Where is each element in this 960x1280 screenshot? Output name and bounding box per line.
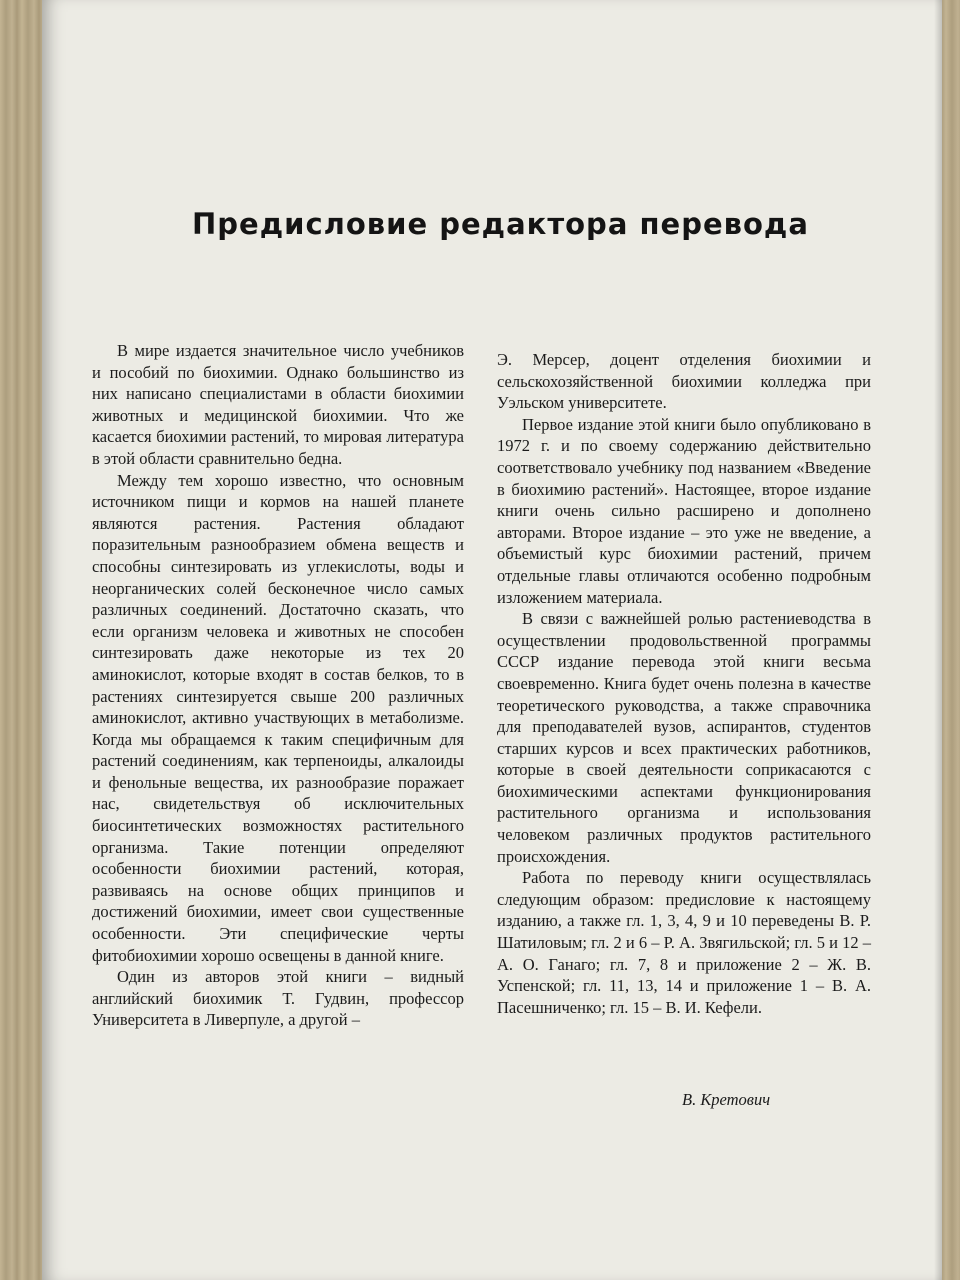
paragraph: В мире издается значительное число учебников и пособий по биохимии. Однако большинство из них написано специалистами в области биохимии животных и медицинской биохимии. Что же касается биохимии растений, то мировая литература в этой области сравнительно бедна. [92,341,464,468]
paragraph: В связи с важнейшей ролью растениеводства в осуществлении продовольственной программы СССР издание перевода этой книги весьма своевременно. Книга будет очень полезна в качестве теоретического руководства, а также справочника для преподавателей вузов, аспирантов, студентов старших курсов и всех практических работников, которые в своей деятельности соприкасаются с биохимическими аспектами функционирования растительного организма и использования человеком различных продуктов растительного происхождения. [497,609,871,866]
editor-signature: В. Кретович [682,1090,771,1109]
paragraph: Один из авторов этой книги – видный английский биохимик Т. Гудвин, профессор Университета в Ливерпуле, а другой – [92,967,464,1030]
page-edge-shadow [934,0,942,1280]
paragraph: Между тем хорошо известно, что основным источником пищи и кормов на нашей планете являются растения. Растения обладают поразительным разнообразием обмена веществ и способны синтезировать из углекислоты, воды и неорганических солей бесконечное число самых различных соединений. Достаточно сказать, что если организм человека и животных не способен синтезировать даже некоторые из тех 20 аминокислот, которые входят в состав белков, то в растениях синтезируется свыше 200 различных аминокислот, активно участвующих в метаболизме. Когда мы обращаемся к таким специфичным для растений соединениям, как терпеноиды, алкалоиды и фенольные вещества, их разнообразие поражает нас, свидетельствуя об исключительных биосинтетических возможностях растительного организма. Такие потенции определяют особенности биохимии растений, которая, развиваясь на основе общих принципов и достижений биохимии, имеет свои существенные особенности. Эти специфические черты фитобиохимии хорошо освещены в данной книге. [92,470,464,965]
paragraph: Первое издание этой книги было опубликовано в 1972 г. и по своему содержанию действительно соответствовало учебнику под названием «Введение в биохимию растений». Настоящее, второе издание книги очень сильно расширено и дополнено авторами. Второе издание – это уже не введение, а объемистый курс биохимии растений, причем отдельные главы отличаются особенно подробным изложением материала. [497,414,871,607]
page-title: Предисловие редактора перевода [192,207,809,241]
paragraph: Э. Мерсер, доцент отделения биохимии и сельскохозяйственной биохимии колледжа при Уэльском университете. [497,350,871,413]
paragraph: Работа по переводу книги осуществлялась следующим образом: предисловие к настоящему изданию, а также гл. 1, 3, 4, 9 и 10 переведены В. Р. Шатиловым; гл. 2 и 6 – Р. А. Звягильской; гл. 5 и 12 – А. О. Ганаго; гл. 7, 8 и приложение 2 – Ж. В. Успенской; гл. 11, 13, 14 и приложение 1 – В. А. Пасешниченко; гл. 15 – В. И. Кефели. [497,868,871,1017]
left-text-column [92,340,464,1031]
right-text-column [497,349,871,1018]
book-page [42,0,942,1280]
